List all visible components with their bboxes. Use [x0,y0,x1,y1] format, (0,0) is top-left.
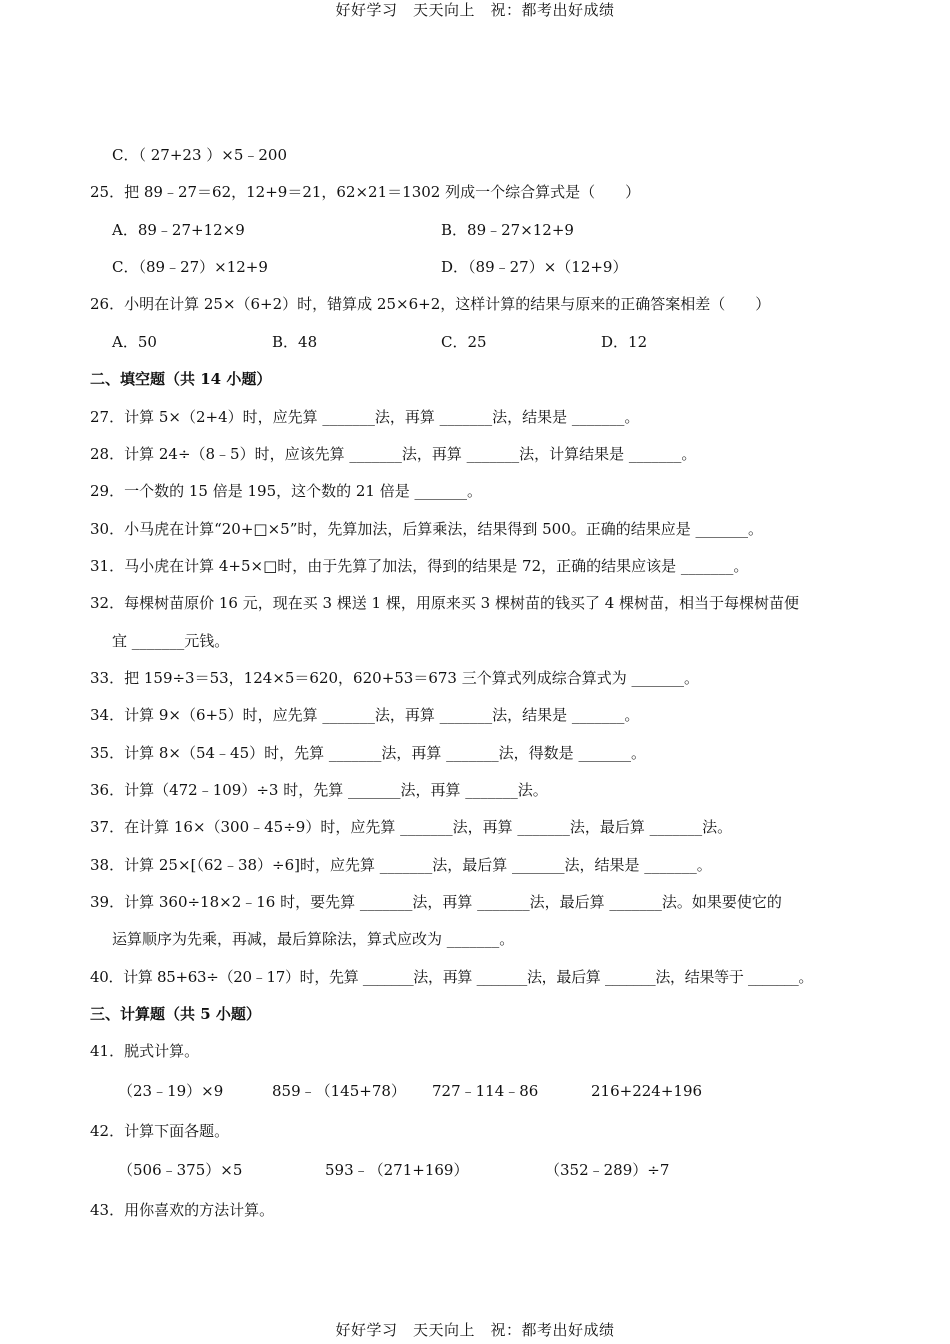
q37: 37．在计算 16×（300﹣45÷9）时，应先算 _______法，再算 _______法，最后算 _______法。 [90,818,733,836]
page-footer: 好好学习 天天向上 祝：都考出好成绩 [335,1321,615,1339]
q26-stem: 26．小明在计算 25×（6+2）时，错算成 25×6+2，这样计算的结果与原来的正确答案相差（ ） [90,295,771,313]
q25-option-b: B．89﹣27×12+9 [441,221,574,239]
q25-option-a: A．89﹣27+12×9 [112,221,245,239]
q28: 28．计算 24÷（8﹣5）时，应该先算 _______法，再算 _______法，计算结果是 _______。 [90,445,697,463]
page-header: 好好学习 天天向上 祝：都考出好成绩 [335,1,615,19]
q32-line-2: 宜 _______元钱。 [112,632,230,650]
section-2-title: 二、填空题（共 14 小题） [90,370,272,388]
q25-option-d: D．（89﹣27）×（12+9） [441,258,628,276]
q34: 34．计算 9×（6+5）时，应先算 _______法，再算 _______法，结果是 _______。 [90,706,640,724]
q41-expression-3: 727﹣114﹣86 [432,1082,539,1100]
q29: 29．一个数的 15 倍是 195，这个数的 21 倍是 _______。 [90,482,483,500]
q36: 36．计算（472﹣109）÷3 时，先算 _______法，再算 _______法。 [90,781,548,799]
q26-option-b: B．48 [272,333,318,351]
q26-option-a: A．50 [112,333,157,351]
q26-option-c: C．25 [441,333,487,351]
q41-expression-1: （23﹣19）×9 [118,1082,224,1100]
q25-stem: 25．把 89﹣27＝62，12+9＝21，62×21＝1302 列成一个综合算式是（ ） [90,183,641,201]
q41-expression-2: 859﹣（145+78） [272,1082,406,1100]
q32-line-1: 32．每棵树苗原价 16 元，现在买 3 棵送 1 棵，用原来买 3 棵树苗的钱买了 4 棵树苗，相当于每棵树苗便 [90,594,800,612]
q33: 33．把 159÷3＝53，124×5＝620，620+53＝673 三个算式列成综合算式为 _______。 [90,669,700,687]
q40: 40．计算 85+63÷（20﹣17）时，先算 _______法，再算 _______法，最后算 _______法，结果等于 _______。 [90,968,814,986]
section-3-title: 三、计算题（共 5 小题） [90,1005,261,1023]
q27: 27．计算 5×（2+4）时，应先算 _______法，再算 _______法，结果是 _______。 [90,408,640,426]
q41-stem: 41．脱式计算。 [90,1042,200,1060]
q41-expression-4: 216+224+196 [591,1082,703,1100]
q42-expression-2: 593﹣（271+169） [325,1161,469,1179]
q30: 30．小马虎在计算“20+□×5”时，先算加法，后算乘法，结果得到 500。正确的结果应是 _______。 [90,520,764,538]
q31: 31．马小虎在计算 4+5×□时，由于先算了加法，得到的结果是 72，正确的结果应该是 _______。 [90,557,749,575]
q42-expression-3: （352﹣289）÷7 [545,1161,670,1179]
q42-stem: 42．计算下面各题。 [90,1122,230,1140]
q24-option-c: C．（ 27+23 ）×5﹣200 [112,146,287,164]
q25-option-c: C．（89﹣27）×12+9 [112,258,268,276]
q26-option-d: D．12 [601,333,648,351]
q42-expression-1: （506﹣375）×5 [118,1161,243,1179]
q38: 38．计算 25×[（62﹣38）÷6]时，应先算 _______法，最后算 _______法，结果是 _______。 [90,856,712,874]
q39-line-2: 运算顺序为先乘，再减，最后算除法，算式应改为 _______。 [112,930,515,948]
q35: 35．计算 8×（54﹣45）时，先算 _______法，再算 _______法，得数是 _______。 [90,744,646,762]
q43-stem: 43．用你喜欢的方法计算。 [90,1201,275,1219]
q39-line-1: 39．计算 360÷18×2﹣16 时，要先算 _______法，再算 _______法，最后算 _______法。如果要使它的 [90,893,782,911]
